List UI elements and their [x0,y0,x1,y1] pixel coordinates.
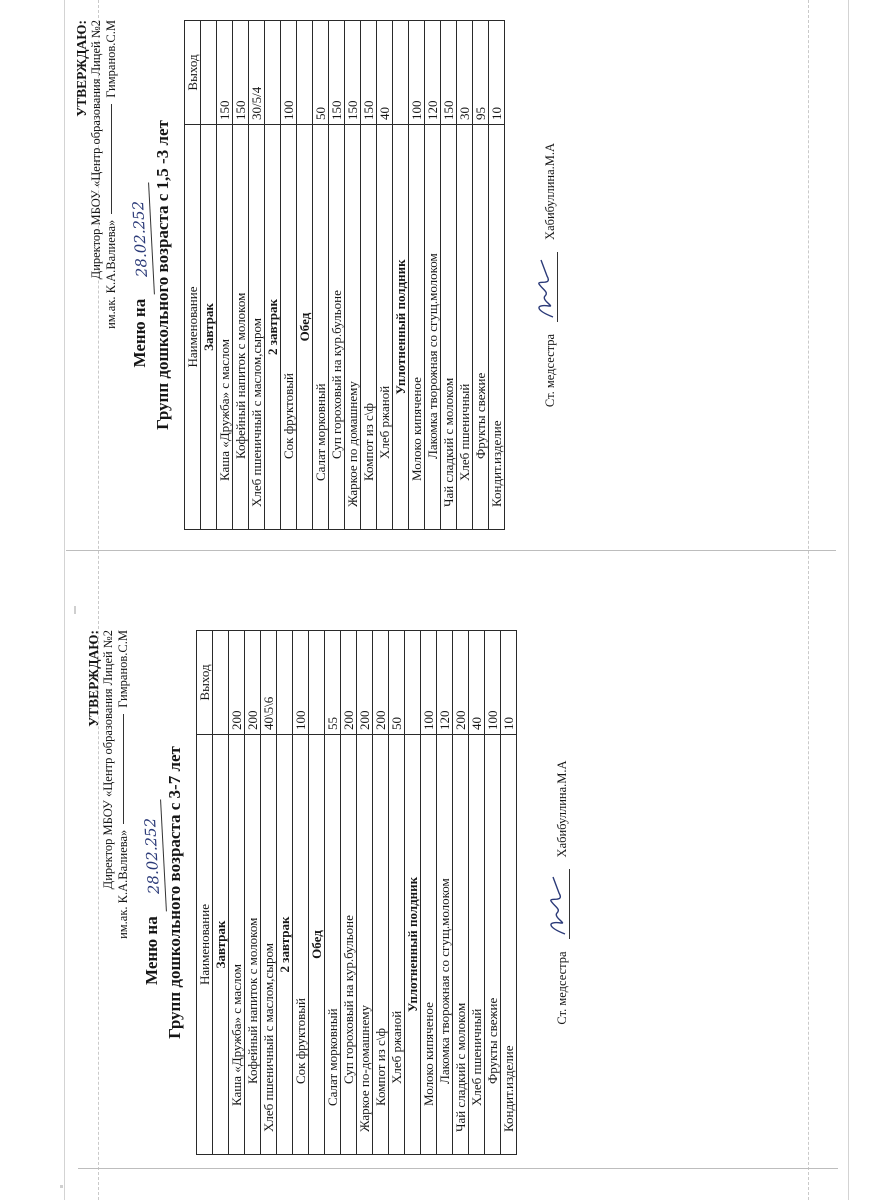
dish-output: 50 [389,631,405,735]
approval-block [86,630,131,1155]
table-row [469,631,485,1155]
dish-output: 40 [377,21,393,125]
dish-output: 150 [217,21,233,125]
handwritten-date: 28.02.252 [138,800,167,913]
dish-name: Хлеб ржаной [389,735,405,1155]
dish-name: Кофейный напиток с молоком [233,125,249,530]
approval-school: им.ак. К.А.Валиева» [104,219,118,329]
dish-output: 55 [325,631,341,735]
dish-name: Лакомка творожная со сгущ.молоком [425,125,441,530]
dish-name: Фрукты свежие [473,125,489,530]
empty-output-cell [265,21,281,125]
empty-output-cell [393,21,409,125]
dish-name: Кофейный напиток с молоком [245,735,261,1155]
dish-output: 200 [373,631,389,735]
dish-output: 200 [229,631,245,735]
menu-table [196,630,517,1155]
table-row [425,21,441,530]
signature-blank [111,104,112,214]
dish-output: 10 [489,21,505,125]
dish-output: 30/5/4 [249,21,265,125]
table-row [377,21,393,530]
dish-output: 120 [425,21,441,125]
dish-output: 200 [341,631,357,735]
table-row [329,21,345,530]
signature-blank [123,714,124,824]
table-row [421,631,437,1155]
dish-name: Молоко кипяченое [409,125,425,530]
dish-name: Кондит.изделие [501,735,517,1155]
meal-section-title: 2 завтрак [265,125,281,530]
dish-name: Хлеб пшеничный с маслом,сыром [261,735,277,1155]
approval-line1: Директор МБОУ «Центр образования Лицей №2 [101,630,115,890]
dish-name: Жаркое по-домашнему [357,735,373,1155]
menu-table [184,20,505,530]
dish-output: 30 [457,21,473,125]
dish-output: 100 [409,21,425,125]
dish-name: Чай сладкий с молоком [441,125,457,530]
dish-name: Кондит.изделие [489,125,505,530]
dish-output: 50 [313,21,329,125]
dish-name: Салат морковный [325,735,341,1155]
menu-title [141,630,186,1155]
meal-section-title: Обед [309,735,325,1155]
dish-output: 150 [361,21,377,125]
dish-output: 150 [329,21,345,125]
dish-name: Компот из с\ф [361,125,377,530]
table-row [453,631,469,1155]
dish-output: 10 [501,631,517,735]
empty-output-cell [309,631,325,735]
table-header-row [197,631,213,1155]
approval-director: Гимранов.С.М [104,20,118,98]
handwritten-date: 28.02.252 [126,182,155,295]
table-row [229,631,245,1155]
table-row [261,631,277,1155]
dish-output: 95 [473,21,489,125]
table-row [389,631,405,1155]
signature-role: Ст. медсестра [543,333,557,408]
dish-name: Суп гороховый на кур.бульоне [329,125,345,530]
dish-name: Каша «Дружба» с маслом [229,735,245,1155]
dish-output: 150 [233,21,249,125]
dish-output: 100 [293,631,309,735]
meal-section-row [297,21,313,530]
table-row [485,631,501,1155]
dish-name: Хлеб пшеничный [469,735,485,1155]
dish-output: 40\5\6 [261,631,277,735]
table-row [373,631,389,1155]
dish-name: Салат морковный [313,125,329,530]
dish-name: Жаркое по домашнему [345,125,361,530]
page-border-bottom [66,550,836,551]
approval-school: им.ак. К.А.Валиева» [116,829,130,939]
signature-name: Хабибуллина.М.А [555,760,569,858]
signature-role: Ст. медсестра [555,951,569,1025]
table-row [249,21,265,530]
dish-output: 150 [345,21,361,125]
approval-heading: УТВЕРЖДАЮ: [86,630,101,727]
dish-output: 100 [281,21,297,125]
empty-output-cell [213,631,229,735]
table-row [457,21,473,530]
table-row [325,631,341,1155]
menu-title [129,20,174,530]
approval-line1: Директор МБОУ «Центр образования Лицей №2 [89,20,103,280]
table-row [233,21,249,530]
handwritten-signature [551,869,570,939]
table-header-row [185,21,201,530]
empty-output-cell [405,631,421,735]
dish-output: 200 [453,631,469,735]
approval-director: Гимранов.С.М [116,630,130,708]
meal-section-row [265,21,281,530]
meal-section-title: Уплотненный полдник [393,125,409,530]
table-row [357,631,373,1155]
table-row [437,631,453,1155]
scan-edge-line [64,0,65,1200]
meal-section-title: Уплотненный полдник [405,735,421,1155]
dish-name: Хлеб ржаной [377,125,393,530]
meal-section-row [405,631,421,1155]
meal-section-title: 2 завтрак [277,735,293,1155]
table-row [341,631,357,1155]
scan-speck [60,1185,63,1188]
menu-page-preschool [80,620,870,1165]
approval-line2 [116,630,131,1155]
meal-section-row [309,631,325,1155]
column-header-name: Наименование [197,735,213,1155]
handwritten-signature [539,252,558,322]
dish-name: Фрукты свежие [485,735,501,1155]
table-row [489,21,505,530]
signature-name: Хабибуллина.М.А [543,142,557,240]
signature-block [539,20,558,530]
dish-name: Компот из с\ф [373,735,389,1155]
meal-section-title: Обед [297,125,313,530]
approval-block [74,20,119,530]
table-row [361,21,377,530]
meal-section-row [393,21,409,530]
empty-output-cell [277,631,293,735]
page-border-bottom [78,1168,838,1169]
table-row [345,21,361,530]
empty-output-cell [201,21,217,125]
dish-output: 200 [245,631,261,735]
signature-block [551,630,570,1155]
table-row [245,631,261,1155]
dish-name: Хлеб пшеничный с маслом,сыром [249,125,265,530]
meal-section-title: Завтрак [213,735,229,1155]
empty-output-cell [297,21,313,125]
column-header-output: Выход [197,631,213,735]
dish-name: Молоко кипяченое [421,735,437,1155]
table-row [281,21,297,530]
meal-section-row [213,631,229,1155]
menu-subtitle: Групп дошкольного возраста с 1,5 -3 лет [153,120,172,430]
dish-name: Лакомка творожная со сгущ.молоком [437,735,453,1155]
table-row [501,631,517,1155]
table-row [473,21,489,530]
dish-output: 120 [437,631,453,735]
menu-page-toddlers [68,10,858,540]
dish-name: Сок фруктовый [293,735,309,1155]
table-row [441,21,457,530]
dish-output: 100 [421,631,437,735]
column-header-name: Наименование [185,125,201,530]
column-header-output: Выход [185,21,201,125]
table-row [313,21,329,530]
dish-name: Суп гороховый на кур.бульоне [341,735,357,1155]
meal-section-row [201,21,217,530]
dish-output: 40 [469,631,485,735]
dish-name: Хлеб пшеничный [457,125,473,530]
scan-speck [74,606,76,614]
meal-section-row [277,631,293,1155]
dish-name: Чай сладкий с молоком [453,735,469,1155]
dish-name: Сок фруктовый [281,125,297,530]
menu-subtitle: Групп дошкольного возраста с 3-7 лет [165,746,184,1039]
table-row [409,21,425,530]
approval-heading: УТВЕРЖДАЮ: [74,20,89,117]
approval-line2 [104,20,119,530]
dish-output: 100 [485,631,501,735]
dish-output: 200 [357,631,373,735]
dish-output: 150 [441,21,457,125]
meal-section-title: Завтрак [201,125,217,530]
table-row [217,21,233,530]
table-row [293,631,309,1155]
title-prefix: Меню на [130,298,149,368]
title-prefix: Меню на [142,916,161,985]
dish-name: Каша «Дружба» с маслом [217,125,233,530]
